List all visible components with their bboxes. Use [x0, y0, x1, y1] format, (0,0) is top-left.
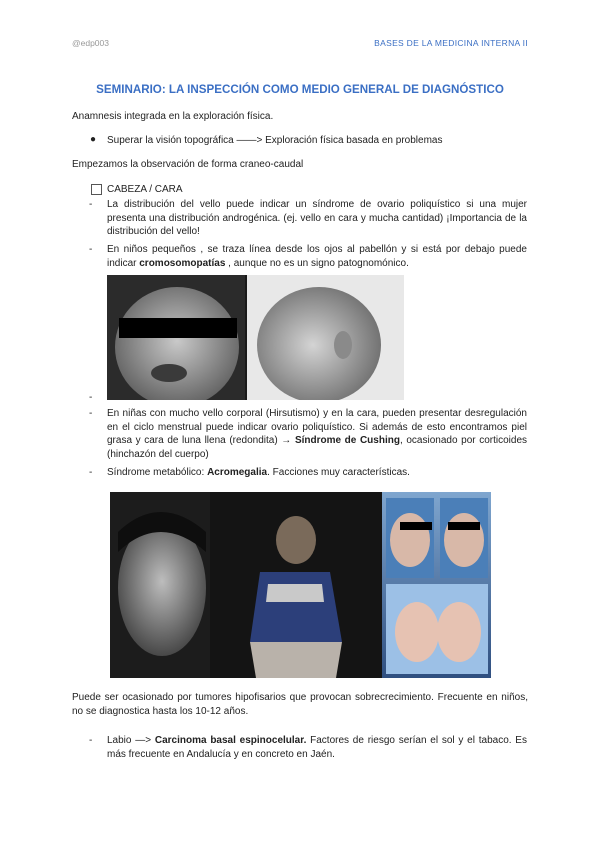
hirs-text-c: , ocasionado por corticoides (hinchazón del cuerpo) [107, 435, 528, 460]
dash-marker: - [89, 467, 93, 478]
meta-text-c: . Facciones muy características. [267, 467, 410, 478]
tumores-text: Puede ser ocasionado por tumores hipofisarios que provocan sobrecrecimiento. Frecuente en niños, no se diagnostica hasta los 10-12 años. [72, 692, 528, 717]
privacy-bar [119, 318, 237, 338]
section-title: CABEZA / CARA [107, 184, 183, 195]
ninos-text-a: En niños pequeños , se traza línea desde los ojos al pabellón y si está por debajo puede indicar [107, 244, 527, 269]
header-course: BASES DE LA MEDICINA INTERNA II [374, 38, 528, 48]
bullet-text: Superar la visión topográfica ——> Exploración física basada en problemas [107, 135, 443, 146]
header-author: @edp003 [72, 38, 109, 48]
dash-marker: - [89, 735, 93, 746]
meta-text-a: Síndrome metabólico: [107, 467, 208, 478]
meta-bold: Acromegalia [207, 467, 268, 478]
item-ninos [107, 243, 527, 270]
labio-text-c: Factores de riesgo serían el sol y el tabaco. Es más frecuente en Andalucía y en concreto en Jaén. [107, 735, 527, 760]
hirs-bold: Síndrome de Cushing [294, 435, 400, 446]
acromegaly-photo [110, 492, 491, 678]
section-checkbox[interactable] [91, 184, 102, 195]
dash-marker: - [89, 408, 93, 419]
item-metabolico [107, 466, 527, 480]
dash-marker: - [89, 392, 93, 403]
child-face-photo [107, 275, 404, 400]
privacy-bar [448, 522, 480, 530]
page-title: SEMINARIO: LA INSPECCIÓN COMO MEDIO GENERAL DE DIAGNÓSTICO [96, 83, 504, 96]
labio-bold: Carcinoma basal espinocelular. [154, 735, 307, 746]
bullet-marker: ● [90, 134, 97, 145]
item-labio [107, 734, 527, 761]
acromegaly-photo-drawing [110, 492, 491, 678]
intro-text: Anamnesis integrada en la exploración física. [72, 111, 274, 122]
observation-text: Empezamos la observación de forma craneo-caudal [72, 159, 304, 170]
labio-text-a: Labio —> [107, 735, 155, 746]
item-hirsutismo [107, 407, 527, 461]
privacy-bar [400, 522, 432, 530]
hirs-text-a: En niñas con mucho vello corporal (Hirsutismo) y en la cara, pueden presentar desregulación en el ciclo menstrual puede indicar ovario poliquístico. Si además de esto encontramos piel grasa y cara de luna llena (redondita) → [107, 408, 527, 446]
dash-marker: - [89, 244, 93, 255]
ninos-bold: cromosomopatías [139, 257, 226, 269]
dash-marker: - [89, 199, 93, 210]
item-vello: La distribución del vello puede indicar un síndrome de ovario poliquístico si una mujer presenta una distribución androgénica. (ej. vello en cara y mucha cantidad) ¡Importancia de la distribución del vello! [107, 199, 527, 237]
ninos-text-c: , aunque no es un signo patognomónico. [225, 257, 409, 269]
